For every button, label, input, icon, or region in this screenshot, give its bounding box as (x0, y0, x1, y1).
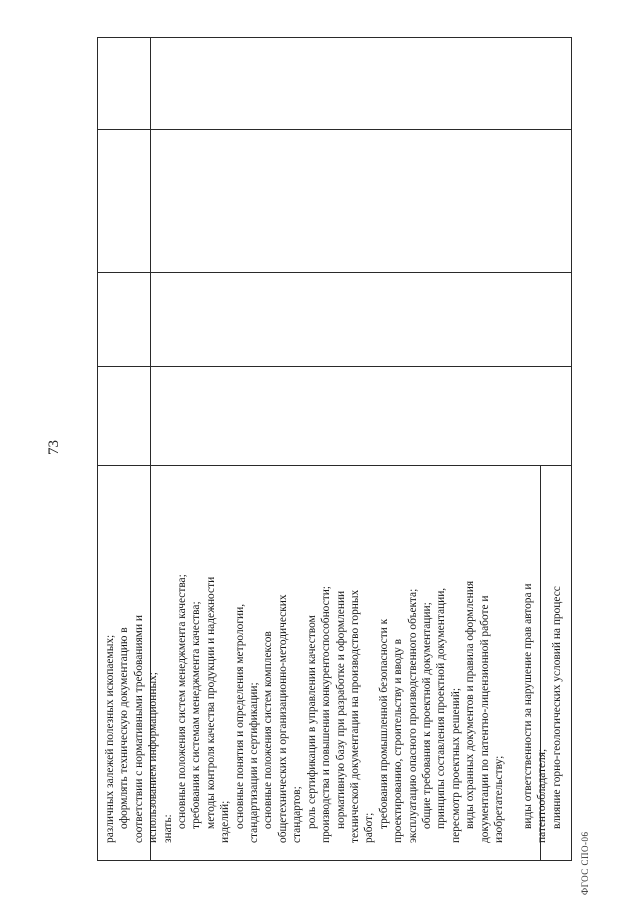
table-row-divider (97, 272, 572, 273)
text-line: эксплуатацию опасного производственного объекта; (406, 588, 419, 843)
text-line: патентообладателя; (536, 748, 549, 843)
text-line: соответствии с нормативными требованиями и (132, 615, 145, 843)
text-line: пересмотр проектных решений; (449, 687, 462, 843)
text-line: технической документации на производство горных (348, 589, 361, 843)
text-line: основные положения систем комплексов (262, 631, 275, 829)
footer-code: ФГОС СПО-06 (580, 831, 590, 895)
text-line: общетехнических и организационно-методических (276, 594, 289, 843)
table-cell-text (103, 463, 571, 843)
text-line: принципы составления проектной документации, (435, 587, 448, 829)
text-line: требования промышленной безопасности к (377, 618, 390, 829)
text-line: роль сертификации в управлении качеством (305, 615, 318, 829)
text-line: работ; (363, 812, 376, 843)
text-line: методы контроля качества продукции и надежности (204, 576, 217, 829)
text-line: производства и повышении конкурентоспособности; (320, 586, 333, 843)
text-line: документации по патентно-лицензионной работе и (478, 595, 491, 843)
text-line: знать: (161, 814, 174, 843)
text-line: изобретательству; (492, 755, 505, 843)
text-line: проектированию, строительству и вводу в (392, 638, 405, 843)
text-line: нормативную базу при разработке и оформлении (334, 590, 347, 829)
page-number: 73 (46, 440, 62, 455)
text-line: виды охранных документов и правила оформления (464, 580, 477, 829)
text-line: стандартов; (291, 786, 304, 843)
table-row-divider (97, 129, 572, 130)
text-line: общие требования к проектной документации; (420, 602, 433, 829)
text-line: виды ответственности за нарушение прав автора и (521, 583, 534, 829)
text-line: использованием информационных; (147, 672, 160, 843)
text-line: влияние горно-геологических условий на процесс (550, 586, 563, 829)
text-line: основные понятия и определения метрологии, (233, 603, 246, 829)
text-line: изделий; (219, 800, 232, 843)
text-line: основные положения систем менеджмента качества; (176, 574, 189, 829)
table-row-divider (97, 366, 572, 367)
text-line: оформлять техническую документацию в (118, 627, 131, 829)
text-line: стандартизации и сертификации; (248, 682, 261, 843)
text-line (506, 463, 520, 843)
text-line: требования к системам менеджмента качества; (190, 601, 203, 829)
text-line: различных залежей полезных ископаемых; (104, 634, 116, 843)
